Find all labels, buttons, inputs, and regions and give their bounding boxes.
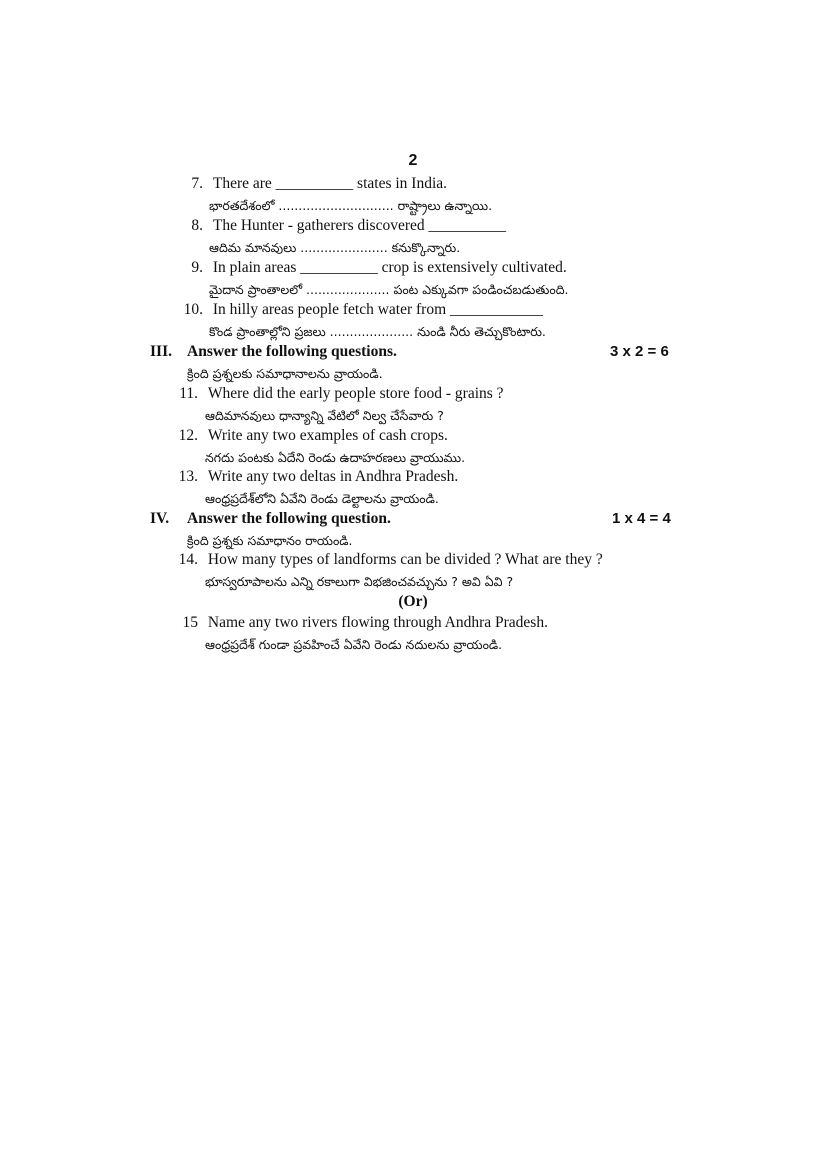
section-4-marks: 1 x 4 = 4: [612, 510, 671, 527]
section-4-telugu-heading: క్రింది ప్రశ్నకు సమాధానం రాయండి.: [187, 533, 353, 548]
question-text-en: Where did the early people store food - grains ?: [207, 385, 504, 402]
question-11-telugu: ఆదిమానవులు ధాన్యాన్ని వేటిలో నిల్వ చేసేవారు ?: [205, 408, 444, 423]
question-8-telugu: ఆదిమ మానవులు ...................... కనుక్కొన్నారు.: [209, 240, 461, 255]
question-15-telugu: ఆంధ్రప్రదేశ్ గుండా ప్రవహించే ఏవేని రెండు నదులను వ్రాయండి.: [205, 637, 503, 652]
question-number: 7.: [191, 175, 203, 192]
section-roman-numeral: IV.: [150, 510, 170, 527]
question-10-telugu: కొండ ప్రాంతాల్లోని ప్రజలు ..................... నుండి నీరు తెచ్చుకొంటారు.: [209, 324, 546, 339]
question-text-en: How many types of landforms can be divided ? What are they ?: [207, 551, 603, 568]
question-number: 12.: [178, 427, 198, 444]
question-13: [178, 467, 458, 487]
question-12-telugu: నగదు పంటకు ఏదేని రెండు ఉదాహరణలు వ్రాయుము.: [205, 450, 466, 465]
question-text-en: Write any two examples of cash crops.: [207, 427, 448, 444]
question-text-en: The Hunter - gatherers discovered __________: [212, 217, 506, 234]
question-number: 9.: [191, 259, 203, 276]
question-number: 15: [182, 614, 198, 631]
question-8: [185, 216, 506, 236]
question-12: [178, 426, 448, 446]
section-3-marks: 3 x 2 = 6: [610, 343, 669, 360]
question-7: [185, 174, 447, 194]
section-title: Answer the following questions.: [187, 343, 397, 360]
question-text-en: In plain areas __________ crop is extensively cultivated.: [212, 259, 567, 276]
section-roman-numeral: III.: [150, 343, 172, 360]
question-13-telugu: ఆంధ్రప్రదేశ్‌లోని ఏవేని రెండు డెల్టాలను వ్రాయండి.: [205, 491, 439, 506]
question-number: 8.: [191, 217, 203, 234]
question-text-en: In hilly areas people fetch water from ____________: [212, 301, 544, 318]
section-4-heading: [150, 509, 391, 529]
page-number: 2: [408, 152, 418, 169]
question-10: [178, 300, 543, 320]
question-number: 14.: [178, 551, 198, 568]
question-9-telugu: మైదాన ప్రాంతాలలో ..................... పంట ఎక్కువగా పండించబడుతుంది.: [209, 282, 569, 297]
question-14: [178, 550, 603, 570]
question-number: 13.: [178, 468, 198, 485]
question-text-en: Name any two rivers flowing through Andhra Pradesh.: [207, 614, 548, 631]
question-text-en: Write any two deltas in Andhra Pradesh.: [207, 468, 459, 485]
section-3-heading: [150, 342, 397, 362]
question-text-en: There are __________ states in India.: [212, 175, 448, 192]
question-15: [182, 613, 548, 633]
section-3-telugu-heading: క్రింది ప్రశ్నలకు సమాధానాలను వ్రాయండి.: [187, 366, 383, 381]
question-14-telugu: భూస్వరూపాలను ఎన్ని రకాలుగా విభజించవచ్చును ? అవి ఏవి ?: [205, 574, 514, 589]
section-title: Answer the following question.: [187, 510, 391, 527]
question-9: [185, 258, 567, 278]
question-7-telugu: భారతదేశంలో ............................. రాష్ట్రాలు ఉన్నాయి.: [209, 198, 493, 213]
question-number: 10.: [183, 301, 203, 318]
or-separator: (Or): [398, 593, 428, 610]
question-number: 11.: [179, 385, 198, 402]
question-11: [178, 384, 504, 404]
